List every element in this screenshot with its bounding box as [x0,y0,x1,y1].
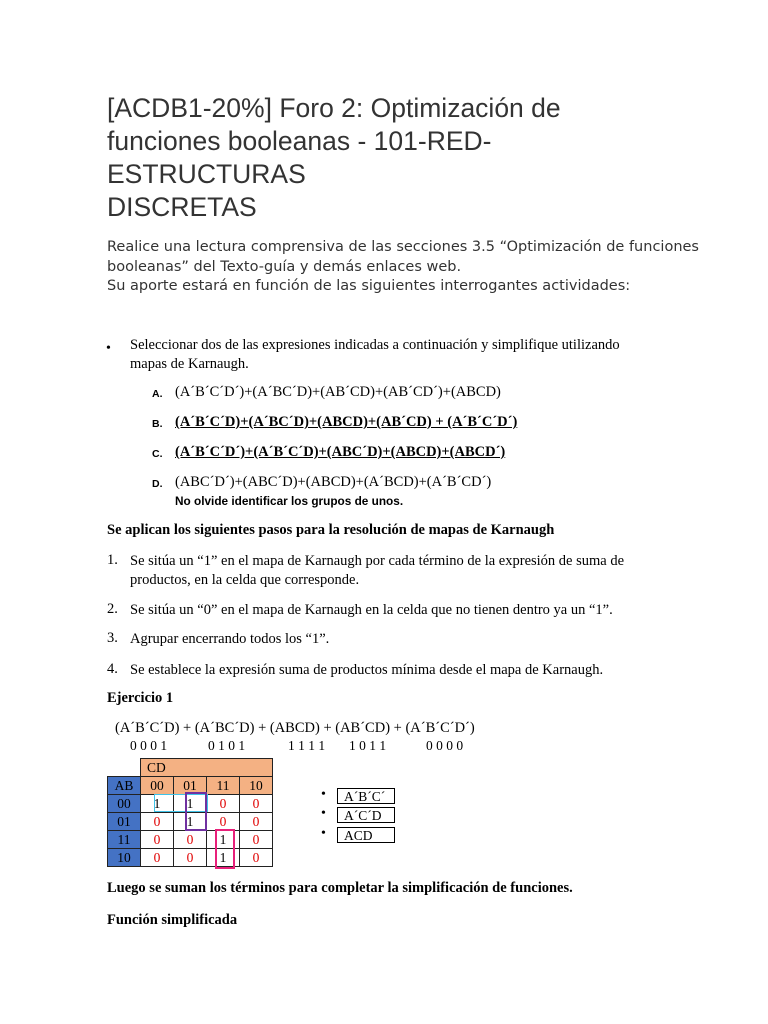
expression-d: (ABC´D´)+(ABC´D)+(ABCD)+(A´BCD)+(A´B´CD´) [175,474,492,490]
kmap-cell: 0 [240,813,273,831]
title-line: funciones booleanas - 101-RED-ESTRUCTURAS [107,126,492,189]
kmap-col-header: 11 [207,777,240,795]
title-line: DISCRETAS [107,192,257,222]
expression-a: (A´B´C´D´)+(A´BC´D)+(AB´CD)+(AB´CD´)+(ABCD) [175,384,501,400]
exercise-expression: (A´B´C´D) + (A´BC´D) + (ABCD) + (AB´CD) + (A´B´C´D´) [115,720,475,736]
result-heading: Función simplificada [107,912,238,928]
legend-bullet-icon: • [321,787,326,802]
kmap-cell: 0 [174,831,207,849]
intro-line: Realice una lectura comprensiva de las secciones 3.5 “Optimización de funciones [107,239,699,255]
group-term-box: ACD [337,827,395,843]
bullet-line: mapas de Karnaugh. [130,356,249,372]
step-number: 2. [107,601,118,617]
kmap-cell: 0 [207,813,240,831]
minterm-code: 1 1 1 1 [288,738,326,753]
step-line: Se sitúa un “1” en el mapa de Karnaugh por cada término de la expresión de suma de [130,553,625,569]
kmap-cd-row [108,759,273,777]
note-text: No olvide identificar los grupos de unos. [175,494,404,508]
bullet-icon: • [106,341,111,356]
kmap-cell: 1 [207,831,240,849]
kmap-row-header: 01 [108,813,141,831]
kmap-cell: 0 [141,813,174,831]
bullet-instruction [130,336,620,374]
group-term-box: A´C´D [337,807,395,823]
title-line: [ACDB1-20%] Foro 2: Optimización de [107,93,561,123]
legend-bullet-icon: • [321,826,326,841]
kmap-cell: 0 [240,831,273,849]
kmap-row-header: 00 [108,795,141,813]
kmap-cell: 1 [207,849,240,867]
expression-letter: B. [152,418,163,430]
sum-text: Luego se suman los términos para completar la simplificación de funciones. [107,880,573,896]
minterm-code: 0 1 0 1 [208,738,246,753]
kmap-row [108,849,273,867]
kmap-corner [108,759,141,777]
kmap-cell: 1 [174,813,207,831]
legend-bullet-icon: • [321,806,326,821]
expression-b: (A´B´C´D)+(A´BC´D)+(ABCD)+(AB´CD) + (A´B´C´D´) [175,414,518,430]
exercise-heading: Ejercicio 1 [107,690,174,706]
kmap-cell: 1 [174,795,207,813]
kmap-ab-label: AB [108,777,141,795]
expression-letter: C. [152,448,163,460]
kmap-col-header: 00 [141,777,174,795]
kmap-row-header: 11 [108,831,141,849]
step-number: 3. [107,630,118,646]
kmap-col-header: 01 [174,777,207,795]
step-4: Se establece la expresión suma de productos mínima desde el mapa de Karnaugh. [130,662,604,678]
kmap-cell: 0 [141,831,174,849]
step-number: 1. [107,552,118,568]
kmap-row [108,831,273,849]
kmap-col-header: 10 [240,777,273,795]
steps-heading: Se aplican los siguientes pasos para la resolución de mapas de Karnaugh [107,522,555,538]
step-1 [130,552,624,590]
minterm-code: 0 0 0 0 [426,738,464,753]
kmap-row-header: 10 [108,849,141,867]
expression-c: (A´B´C´D´)+(A´B´C´D)+(ABC´D)+(ABCD)+(ABCD´) [175,444,506,460]
kmap-cell: 0 [141,849,174,867]
intro-paragraph [107,238,699,297]
page-title [107,92,667,224]
minterm-code: 0 0 0 1 [130,738,168,753]
kmap-cd-label: CD [141,759,273,777]
group-term-box: A´B´C´ [337,788,395,804]
kmap-cell: 0 [240,849,273,867]
bullet-line: Seleccionar dos de las expresiones indicadas a continuación y simplifique utilizando [130,337,620,353]
expression-letter: A. [152,388,163,400]
kmap-cell: 0 [207,795,240,813]
group-purple-outline [185,792,207,831]
step-2: Se sitúa un “0” en el mapa de Karnaugh en la celda que no tienen dentro ya un “1”. [130,602,613,618]
expression-letter: D. [152,478,163,490]
group-pink-outline [215,829,235,869]
intro-line: booleanas” del Texto-guía y demás enlaces web. [107,258,462,275]
kmap-cell: 0 [174,849,207,867]
kmap-cell: 1 [141,795,174,813]
step-number: 4. [107,661,118,677]
intro-line: Su aporte estará en función de las siguientes interrogantes actividades: [107,278,631,294]
step-line: productos, en la celda que corresponde. [130,572,360,588]
step-3: Agrupar encerrando todos los “1”. [130,631,330,647]
minterm-code: 1 0 1 1 [349,738,387,753]
kmap-cell: 0 [240,795,273,813]
